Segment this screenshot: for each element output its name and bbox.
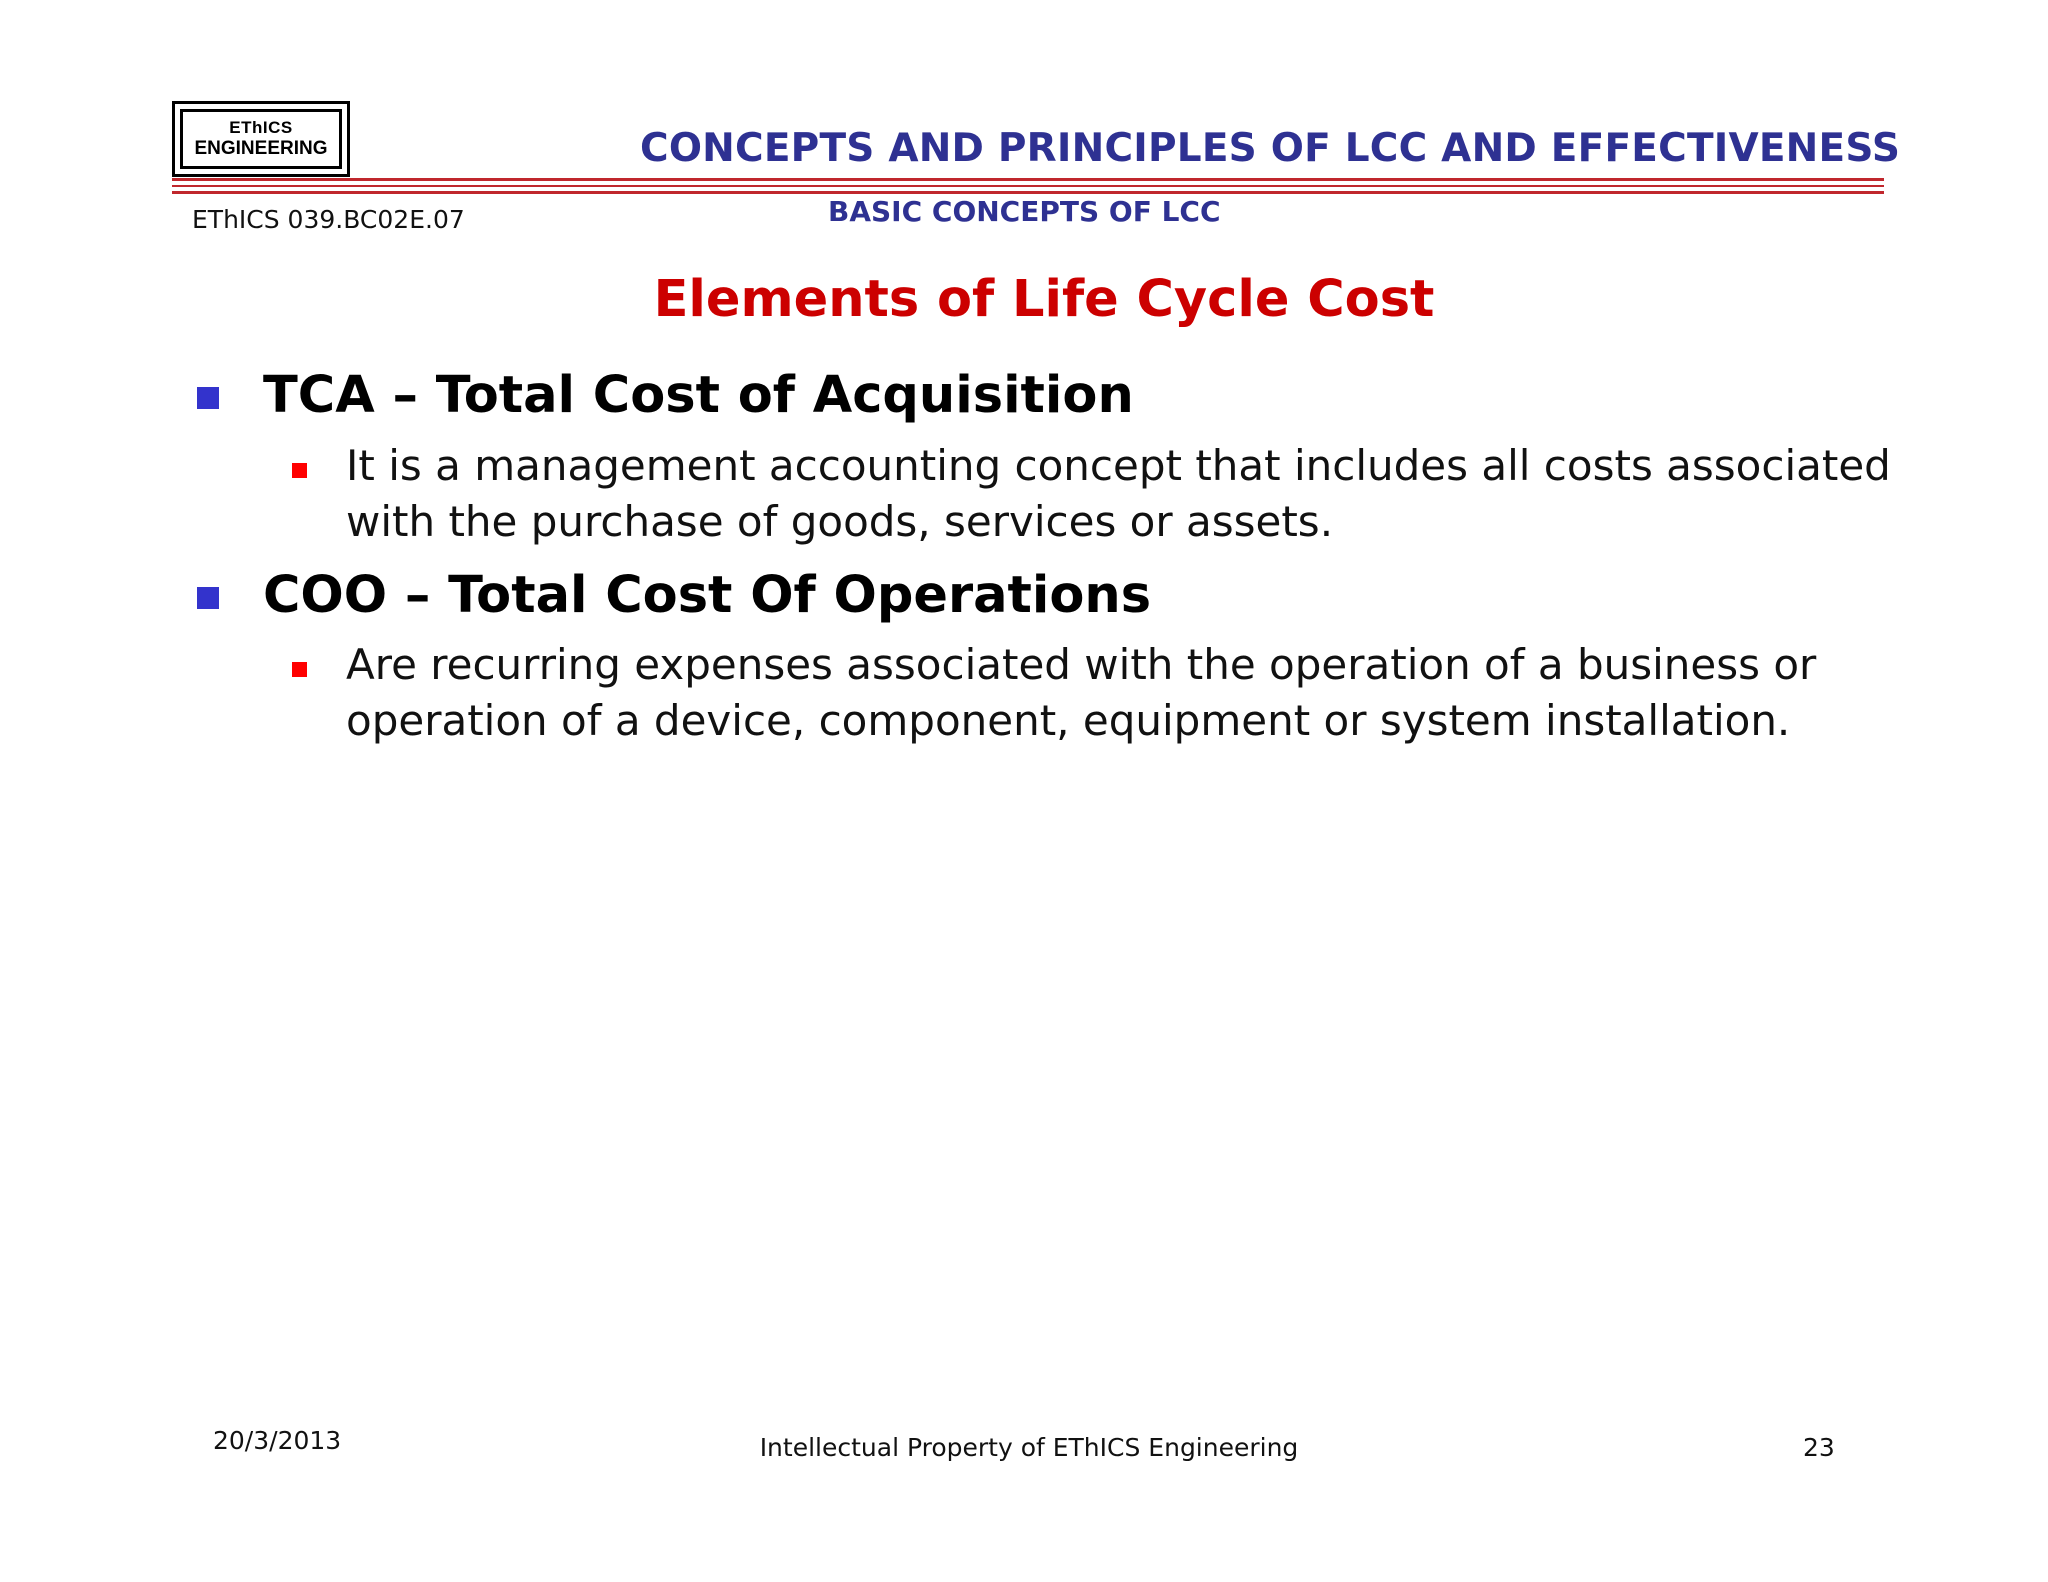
company-logo: [172, 101, 350, 177]
header-rule-bottom: [172, 191, 1884, 194]
item-body-tca-line1: It is a management accounting concept that includes all costs associated: [346, 441, 1891, 490]
bullet-square-icon: [197, 387, 219, 409]
slide-title: Elements of Life Cycle Cost: [653, 270, 1435, 329]
header-rule-top: [172, 178, 1884, 181]
footer-date: 20/3/2013: [213, 1426, 342, 1455]
document-code: EThICS 039.BC02E.07: [192, 205, 465, 234]
sub-bullet-square-icon: [292, 463, 307, 478]
page-number: 23: [1803, 1433, 1835, 1462]
footer-ip-notice: Intellectual Property of EThICS Engineering: [759, 1433, 1299, 1462]
section-subtitle: BASIC CONCEPTS OF LCC: [828, 195, 1221, 228]
sub-bullet-square-icon: [292, 662, 307, 677]
logo-frame: [180, 109, 342, 169]
item-heading-coo: COO – Total Cost Of Operations: [263, 566, 1152, 625]
logo-text-engineering: ENGINEERING: [194, 138, 328, 159]
item-heading-tca: TCA – Total Cost of Acquisition: [263, 366, 1134, 425]
item-body-coo-line2: operation of a device, component, equipment or system installation.: [346, 696, 1791, 745]
logo-text-ethics: EThICS: [229, 118, 293, 137]
item-body-tca-line2: with the purchase of goods, services or assets.: [346, 497, 1334, 546]
bullet-square-icon: [197, 587, 219, 609]
header-rule-middle: [172, 185, 1884, 187]
item-body-coo: [346, 637, 1966, 749]
header-title: CONCEPTS AND PRINCIPLES OF LCC AND EFFECTIVENESS: [640, 126, 1901, 171]
item-body-coo-line1: Are recurring expenses associated with the operation of a business or: [346, 640, 1817, 689]
item-body-tca: [346, 438, 1966, 550]
